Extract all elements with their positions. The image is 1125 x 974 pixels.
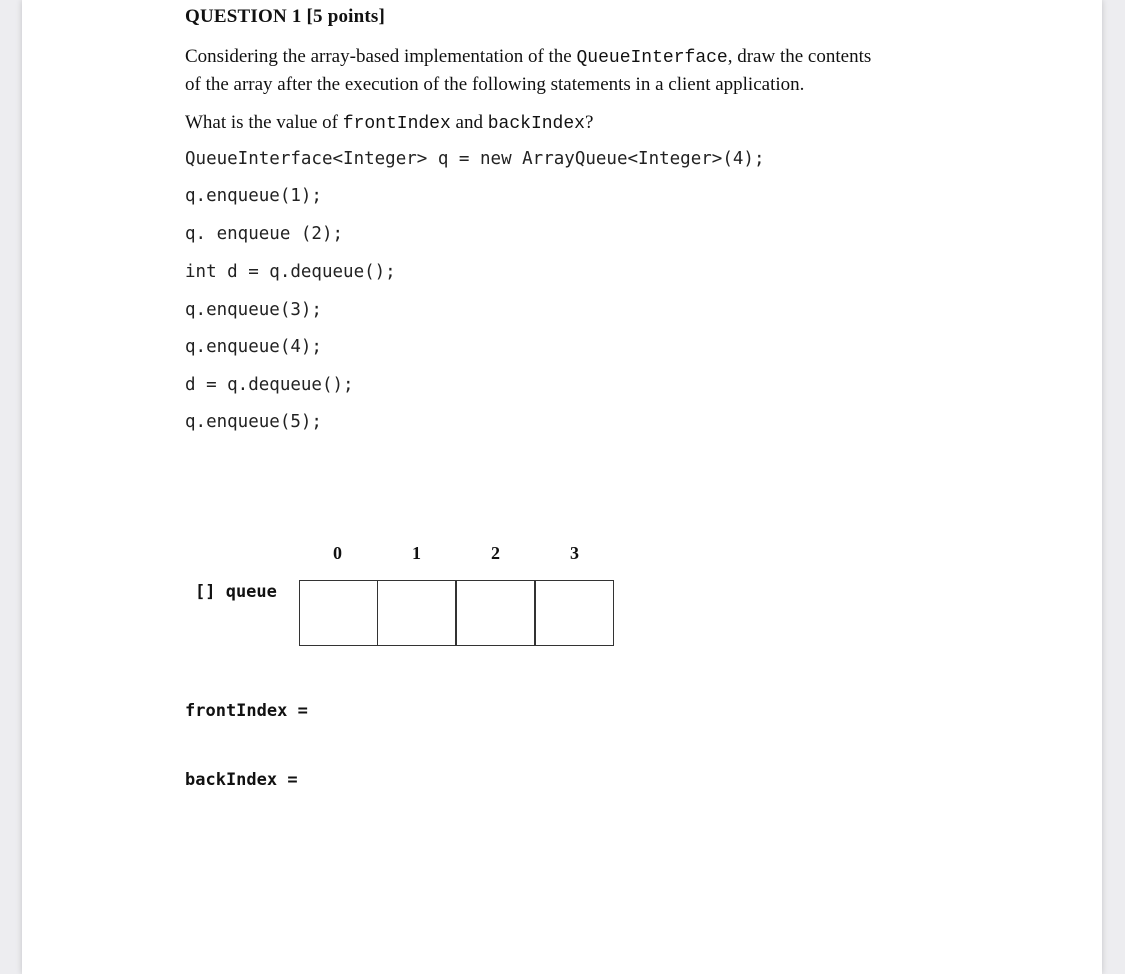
- array-index-2: 2: [491, 543, 500, 563]
- prompt-text: Considering the array-based implementation of the: [185, 46, 577, 67]
- prompt-line-1: [185, 43, 871, 72]
- array-index-0: 0: [333, 543, 342, 563]
- array-index-1: 1: [412, 543, 421, 563]
- front-index-label: frontIndex =: [185, 701, 308, 721]
- prompt-text: and: [450, 112, 488, 133]
- prompt-line-2: of the array after the execution of the following statements in a client application.: [185, 74, 805, 95]
- code-line: d = q.dequeue();: [185, 375, 354, 395]
- array-cell-0[interactable]: [299, 580, 378, 646]
- document-page: [22, 0, 1102, 974]
- question-title: QUESTION 1: [185, 6, 302, 27]
- array-cell-2[interactable]: [456, 580, 535, 646]
- array-index-3: 3: [570, 543, 579, 563]
- prompt-code-queueinterface: QueueInterface: [576, 48, 728, 68]
- question-points: [5 points]: [306, 6, 386, 27]
- prompt-text: ?: [584, 112, 594, 133]
- array-cell-3[interactable]: [535, 580, 614, 646]
- code-line: q. enqueue (2);: [185, 224, 344, 244]
- code-line: q.enqueue(4);: [185, 337, 322, 357]
- array-cell-1[interactable]: [377, 580, 456, 646]
- prompt-code-backindex: backIndex: [487, 114, 585, 134]
- question-heading: [185, 6, 385, 28]
- array-label: [] queue: [195, 582, 277, 602]
- prompt-question: [185, 109, 593, 138]
- prompt-text: , draw the contents: [727, 46, 872, 67]
- back-index-label: backIndex =: [185, 770, 298, 790]
- code-line: q.enqueue(3);: [185, 300, 322, 320]
- prompt-code-frontindex: frontIndex: [342, 114, 451, 134]
- code-line: q.enqueue(1);: [185, 186, 322, 206]
- code-line: QueueInterface<Integer> q = new ArrayQueue<Integer>(4);: [185, 149, 765, 169]
- code-line: q.enqueue(5);: [185, 412, 322, 432]
- prompt-text: What is the value of: [185, 112, 343, 133]
- code-line: int d = q.dequeue();: [185, 262, 396, 282]
